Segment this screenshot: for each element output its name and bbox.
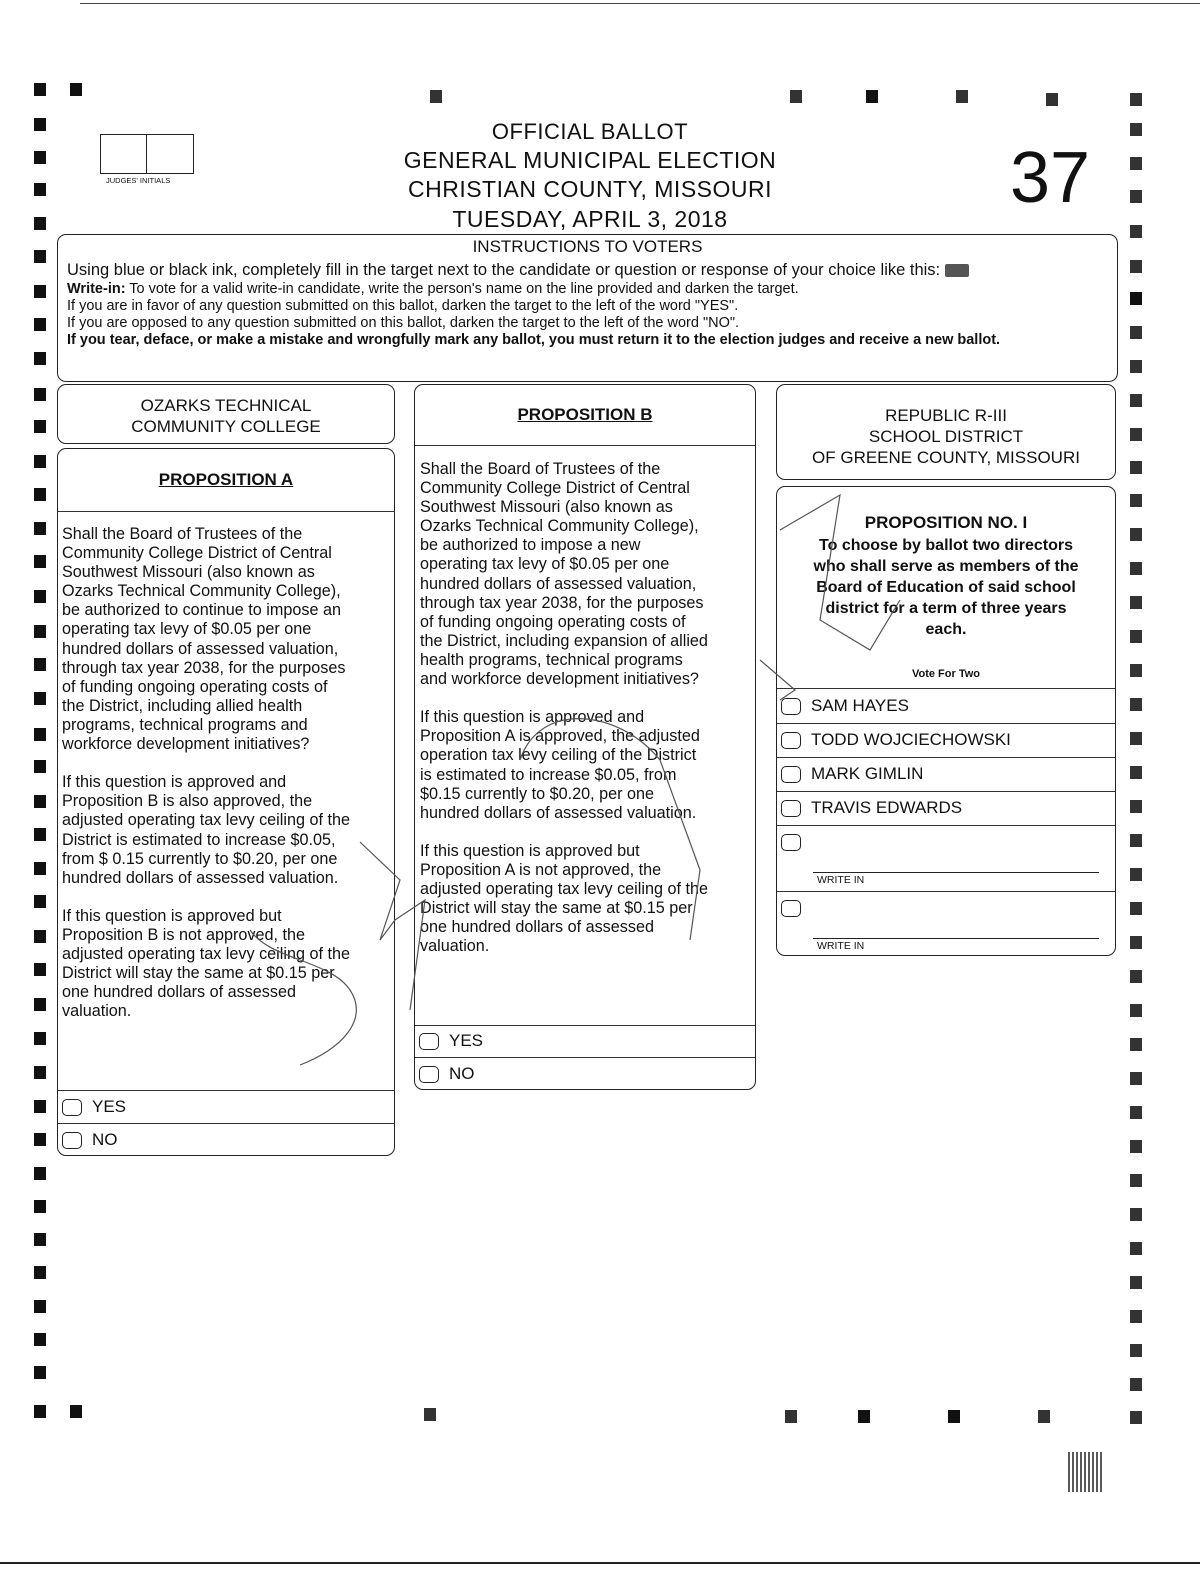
write-in-label: WRITE IN	[817, 874, 865, 886]
proposition-no-1-title: PROPOSITION NO. I	[864, 513, 1028, 532]
proposition-b-yes-option[interactable]: YES	[419, 1026, 483, 1056]
instruction-line-1: Using blue or black ink, completely fill in the target next to the candidate or question or response of your choice like this:	[67, 259, 1109, 281]
col1-heading: OZARKS TECHNICAL COMMUNITY COLLEGE	[131, 396, 321, 436]
ballot-style-number: 37	[1010, 138, 1091, 218]
corner-barcode-icon	[1068, 1452, 1102, 1492]
proposition-a-yes-option[interactable]: YES	[62, 1092, 126, 1122]
instruction-line-spoiled: If you tear, deface, or make a mistake and wrongfully mark any ballot, you must return it to the election judges and receive a new ballot.	[67, 332, 1001, 348]
proposition-a-text: Shall the Board of Trustees of the Community College District of Central Southwest Missouri (also known as Ozarks Technical Community College), be authorized to continue to impose an operating tax levy of $0.05 per one hundred dollars of assessed valuation, through tax year 2038, for the purposes of funding ongoing operating costs of the District, including allied health programs, technical programs and workforce development initiatives? If this question is approved and Proposition B is also approved, the adjusted operating tax levy ceiling of the District is estimated to increase $0.05, from $ 0.15 currently to $0.20, per one hundred dollars of assessed valuation. If this question is approved but Proposition B is not approved, the adjusted operating tax levy ceiling of the District will stay the same at $0.15 per one hundred dollars of assessed valuation.	[62, 525, 350, 1021]
candidate-option[interactable]: SAM HAYES	[781, 691, 909, 721]
candidate-option[interactable]: TODD WOJCIECHOWSKI	[781, 725, 1011, 755]
candidate-option[interactable]: MARK GIMLIN	[781, 759, 923, 789]
proposition-a-title: PROPOSITION A	[158, 470, 294, 489]
judges-initials-label: JUDGES' INITIALS	[106, 176, 171, 185]
instruction-line-yes: If you are in favor of any question submitted on this ballot, darken the target to the left of the word "YES".	[67, 298, 739, 314]
proposition-no-1-text: To choose by ballot two directors who shall serve as members of the Board of Education of said school district for a term of three years each.	[813, 537, 1079, 638]
instruction-line-no: If you are opposed to any question submitted on this ballot, darken the target to the left of the word "NO".	[67, 315, 740, 331]
instruction-line-writein: Write-in: To vote for a valid write-in candidate, write the person's name on the line provided and darken the target.	[67, 281, 799, 297]
county-name: CHRISTIAN COUNTY, MISSOURI	[408, 176, 772, 202]
ballot-title: OFFICIAL BALLOT	[491, 119, 689, 144]
candidate-option[interactable]: TRAVIS EDWARDS	[781, 793, 962, 823]
proposition-a-no-option[interactable]: NO	[62, 1125, 118, 1155]
instructions-title: INSTRUCTIONS TO VOTERS	[472, 237, 703, 256]
election-date: TUESDAY, APRIL 3, 2018	[452, 206, 728, 232]
election-name: GENERAL MUNICIPAL ELECTION	[403, 147, 777, 173]
proposition-b-title: PROPOSITION B	[517, 405, 653, 424]
col3-heading: REPUBLIC R-III SCHOOL DISTRICT OF GREENE COUNTY, MISSOURI	[812, 406, 1080, 467]
proposition-b-no-option[interactable]: NO	[419, 1059, 475, 1089]
proposition-b-text: Shall the Board of Trustees of the Community College District of Central Southwest Missouri (also known as Ozarks Technical Community College), be authorized to impose a new operating tax levy of $0.05 per one hundred dollars of assessed valuation, through tax year 2038, for the purposes of funding ongoing operating costs of the District, including expansion of allied health programs, technical programs and workforce development initiatives? If this question is approved and Proposition A is approved, the adjusted operation tax levy ceiling of the District is estimated to increase $0.05, from $0.15 currently to $0.20, per one hundred dollars of assessed valuation. If this question is approved but Proposition A is not approved, the adjusted operating tax levy ceiling of the District will stay the same at $0.15 per one hundred dollars of assessed valuation.	[420, 460, 708, 956]
write-in-label: WRITE IN	[817, 940, 865, 952]
vote-for-label: Vote For Two	[911, 668, 981, 680]
